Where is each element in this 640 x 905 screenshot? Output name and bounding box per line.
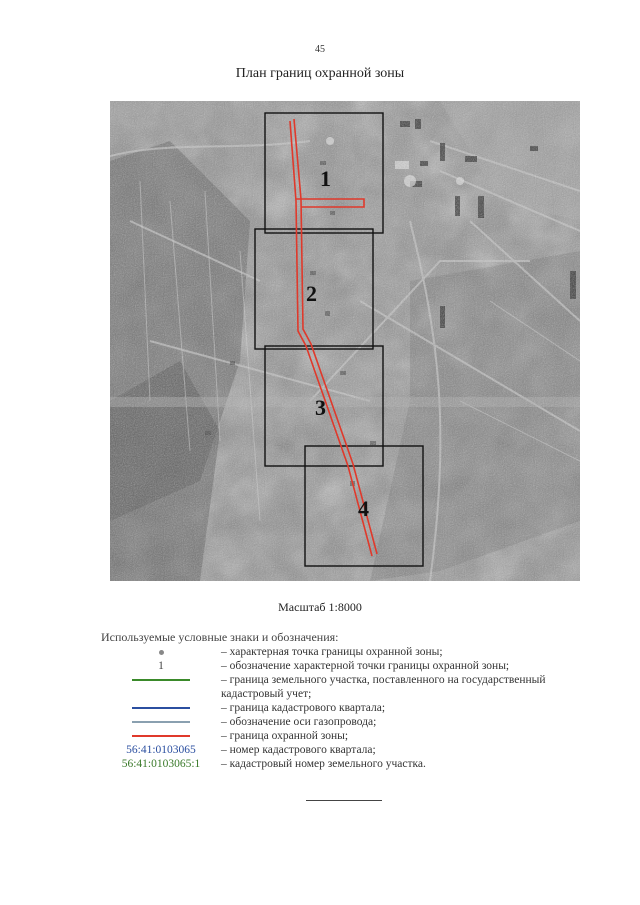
legend-symbol xyxy=(101,701,221,715)
boundary-point-icon xyxy=(159,650,164,655)
legend-line-icon xyxy=(132,721,190,723)
legend-description: – номер кадастрового квартала; xyxy=(221,744,376,756)
legend xyxy=(101,645,601,771)
legend-symbol xyxy=(101,729,221,743)
legend-symbol xyxy=(101,743,221,757)
legend-description: – граница охранной зоны; xyxy=(221,730,349,742)
legend-symbol xyxy=(101,757,221,771)
legend-symbol-empty xyxy=(101,687,221,701)
legend-row xyxy=(101,715,601,729)
legend-description: – кадастровый номер земельного участка. xyxy=(221,758,426,770)
legend-row xyxy=(101,687,601,701)
legend-description: – граница земельного участка, поставленного на государственный xyxy=(221,674,546,686)
section-number-2: 2 xyxy=(306,281,317,306)
legend-description: кадастровый учет; xyxy=(221,688,312,700)
legend-description: – граница кадастрового квартала; xyxy=(221,702,386,714)
legend-description: – обозначение оси газопровода; xyxy=(221,716,377,728)
legend-symbol xyxy=(101,659,221,673)
legend-row xyxy=(101,701,601,715)
map-scale: Масштаб 1:8000 xyxy=(278,600,362,614)
legend-row xyxy=(101,743,601,757)
legend-symbol-text: 56:41:0103065:1 xyxy=(121,758,201,770)
legend-symbol xyxy=(101,673,221,687)
section-number-1: 1 xyxy=(320,166,331,191)
legend-heading: Используемые условные знаки и обозначения: xyxy=(101,630,339,644)
legend-row xyxy=(101,673,601,687)
legend-row xyxy=(101,645,601,659)
legend-symbol xyxy=(101,645,221,659)
legend-row xyxy=(101,757,601,771)
legend-row xyxy=(101,729,601,743)
legend-description: – обозначение характерной точки границы охранной зоны; xyxy=(221,660,510,672)
legend-symbol xyxy=(101,715,221,729)
legend-description: – характерная точка границы охранной зоны; xyxy=(221,646,443,658)
page-number: 45 xyxy=(315,44,325,55)
legend-row xyxy=(101,659,601,673)
aerial-map xyxy=(110,101,580,581)
legend-line-icon xyxy=(132,679,190,681)
legend-symbol-text: 56:41:0103065 xyxy=(126,744,196,756)
legend-line-icon xyxy=(132,707,190,709)
legend-line-icon xyxy=(132,735,190,737)
document-title: План границ охранной зоны xyxy=(235,66,405,81)
section-number-3: 3 xyxy=(315,395,326,420)
legend-symbol-text: 1 xyxy=(158,660,164,672)
section-number-4: 4 xyxy=(358,496,369,521)
footer-rule xyxy=(306,800,382,801)
